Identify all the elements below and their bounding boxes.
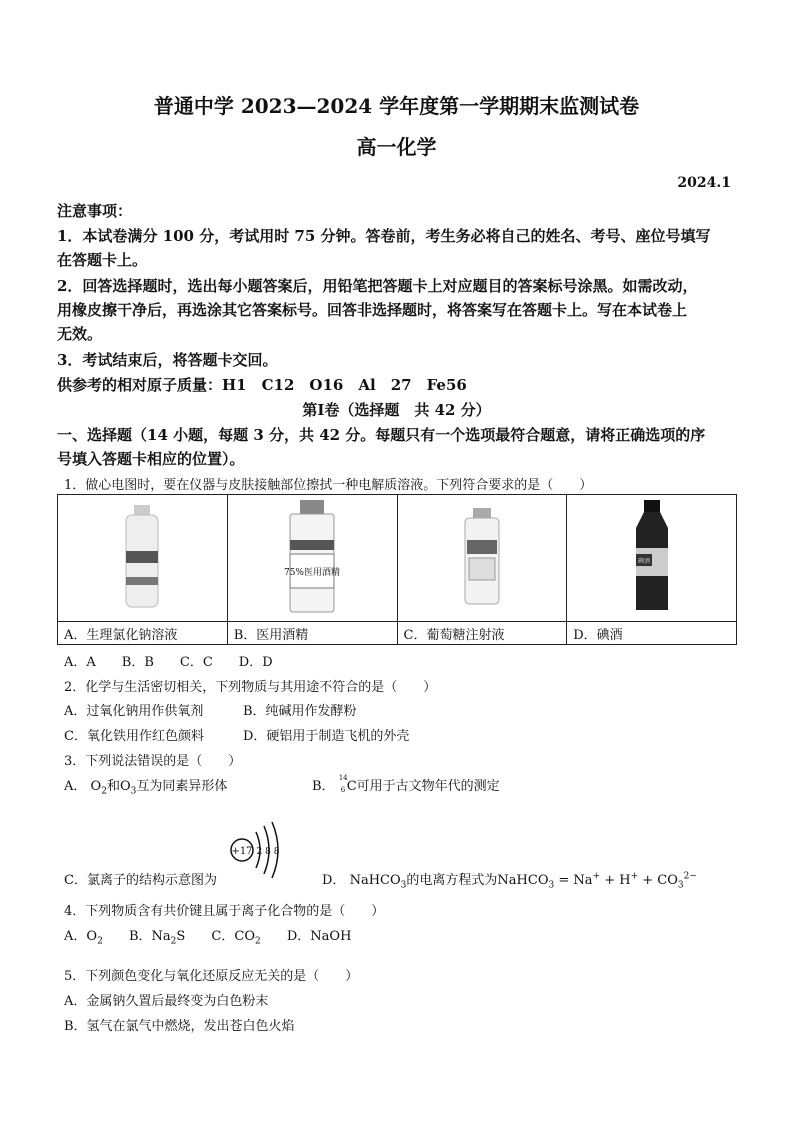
notice-item2-line1: 2．回答选择题时，选出每小题答案后，用铅笔把答题卡上对应题目的答案标号涂黑。如需改动，: [57, 277, 698, 295]
q2-option-c: C．氧化铁用作红色颜料: [64, 729, 204, 744]
notice-item3: 3．考试结束后，将答题卡交回。: [57, 351, 278, 369]
q3-b-prefix: B．: [312, 779, 335, 794]
q1-cell-a: A．生理氯化钠溶液: [58, 622, 228, 645]
q4-a-prefix: A．: [64, 929, 87, 944]
notice-heading: 注意事项：: [57, 202, 133, 220]
q4-option-c: C．$CO_2$: [211, 929, 261, 947]
q4-option-d: D．NaOH: [286, 929, 352, 944]
q3-a-and: 和: [106, 779, 120, 794]
notice-item1-line1: 1．本试卷满分 100 分，考试用时 75 分钟。答卷前，考生务必将自己的姓名、考号、座位号填写: [57, 227, 711, 245]
q1-cell-image-c: [397, 495, 567, 622]
q2-option-b: B．纯碱用作发酵粉: [243, 704, 357, 719]
iodine-bottle-label: 碘酒: [637, 558, 650, 565]
exam-title: 普通中学 2023—2024 学年度第一学期期末监测试卷: [153, 94, 640, 118]
iodine-bottle-image: [624, 498, 680, 614]
q1-option-b: B．B: [121, 655, 154, 670]
q2-stem: 2．化学与生活密切相关，下列物质与其用途不符合的是（ ）: [64, 680, 437, 695]
q3-option-b: [312, 775, 500, 794]
q4-options: [64, 925, 351, 947]
q1-cell-image-d: [567, 495, 737, 622]
q2-option-a: A．过氧化钠用作供氧剂: [64, 704, 204, 719]
q3-d-formula-nahco3: NaHCO$_3$: [349, 873, 407, 891]
q3-a-formula-o2: $O_2$: [90, 779, 107, 797]
q3-option-a: [64, 775, 227, 797]
q5-option-b: B．氢气在氯气中燃烧，发出苍白色火焰: [64, 1019, 295, 1034]
q1-option-c: C．C: [179, 655, 213, 670]
q1-options: [64, 651, 299, 670]
exam-subject: 高一化学: [356, 135, 437, 159]
q3-a-text: 互为同素异形体: [136, 779, 228, 794]
glucose-bottle-image: [457, 506, 507, 606]
chloride-ion-diagram: [228, 818, 286, 882]
exam-date: 2024.1: [677, 175, 731, 191]
q4-option-a: A．$O_2$: [64, 929, 103, 947]
alcohol-bottle-label: 75%医用酒精: [284, 568, 341, 578]
q1-option-a: A．A: [64, 655, 96, 670]
chloride-nucleus-label: +17: [231, 846, 253, 857]
notice-item2-line3: 无效。: [57, 325, 103, 343]
q1-option-d: D．D: [238, 655, 273, 670]
q1-cell-image-a: [58, 495, 228, 622]
section1-intro-line2: 号填入答题卡相应的位置）。: [57, 450, 245, 468]
q3-a-formula-o3: $O_3$: [119, 779, 137, 797]
section1-intro-line1: 一、选择题（14 小题，每题 3 分，共 42 分。每题只有一个选项最符合题意，请将正确选项的序: [57, 426, 706, 444]
q4-stem: 4．下列物质含有共价键且属于离子化合物的是（ ）: [64, 904, 385, 919]
q3-option-c: C．氯离子的结构示意图为: [64, 873, 217, 888]
chloride-shell-electrons: 2 8 8: [256, 847, 280, 857]
q3-d-prefix: D．: [322, 873, 346, 888]
q3-stem: 3．下列说法错误的是（ ）: [64, 754, 242, 769]
q1-cell-c: C．葡萄糖注射液: [397, 622, 567, 645]
q3-a-prefix: A．: [64, 779, 87, 794]
q4-d-prefix: D．: [286, 929, 311, 944]
q1-cell-b: B．医用酒精: [227, 622, 397, 645]
q3-b-text: 可用于古文物年代的测定: [356, 779, 500, 794]
q3-d-ionization-equation: NaHCO$_3$ = $Na^+ + H^+ + CO_3^{2-}$: [497, 871, 697, 891]
q1-cell-image-b: [227, 495, 397, 622]
q3-option-d: [322, 869, 697, 891]
notice-item1-line2: 在答题卡上。: [57, 251, 148, 269]
section1-title: 第Ⅰ卷（选择题 共 42 分）: [302, 401, 491, 419]
notice-item2-line2: 用橡皮擦干净后，再选涂其它答案标号。回答非选择题时，将答案写在答题卡上。写在本试卷上: [57, 301, 688, 319]
q4-b-prefix: B．: [128, 929, 152, 944]
q5-option-a: A．金属钠久置后最终变为白色粉末: [64, 994, 269, 1009]
q5-stem: 5．下列颜色变化与氧化还原反应无关的是（ ）: [64, 969, 359, 984]
q3-b-isotope-c14: 14 6 C: [338, 774, 357, 794]
q3-d-text: 的电离方程式为: [406, 873, 498, 888]
alcohol-bottle-image: [282, 498, 342, 614]
saline-bottle-image: [112, 501, 172, 611]
q4-c-prefix: C．: [211, 929, 235, 944]
q1-image-table: [57, 494, 737, 645]
atomic-mass-line: 供参考的相对原子质量：H1 C12 O16 Al 27 Fe56: [57, 376, 467, 394]
q1-stem: 1．做心电图时，要在仪器与皮肤接触部位擦拭一种电解质溶液。下列符合要求的是（ ）: [64, 478, 593, 493]
q2-option-d: D．硬铝用于制造飞机的外壳: [243, 729, 410, 744]
q1-cell-d: D．碘酒: [567, 622, 737, 645]
q4-option-b: B．$Na_2S$: [128, 929, 186, 947]
